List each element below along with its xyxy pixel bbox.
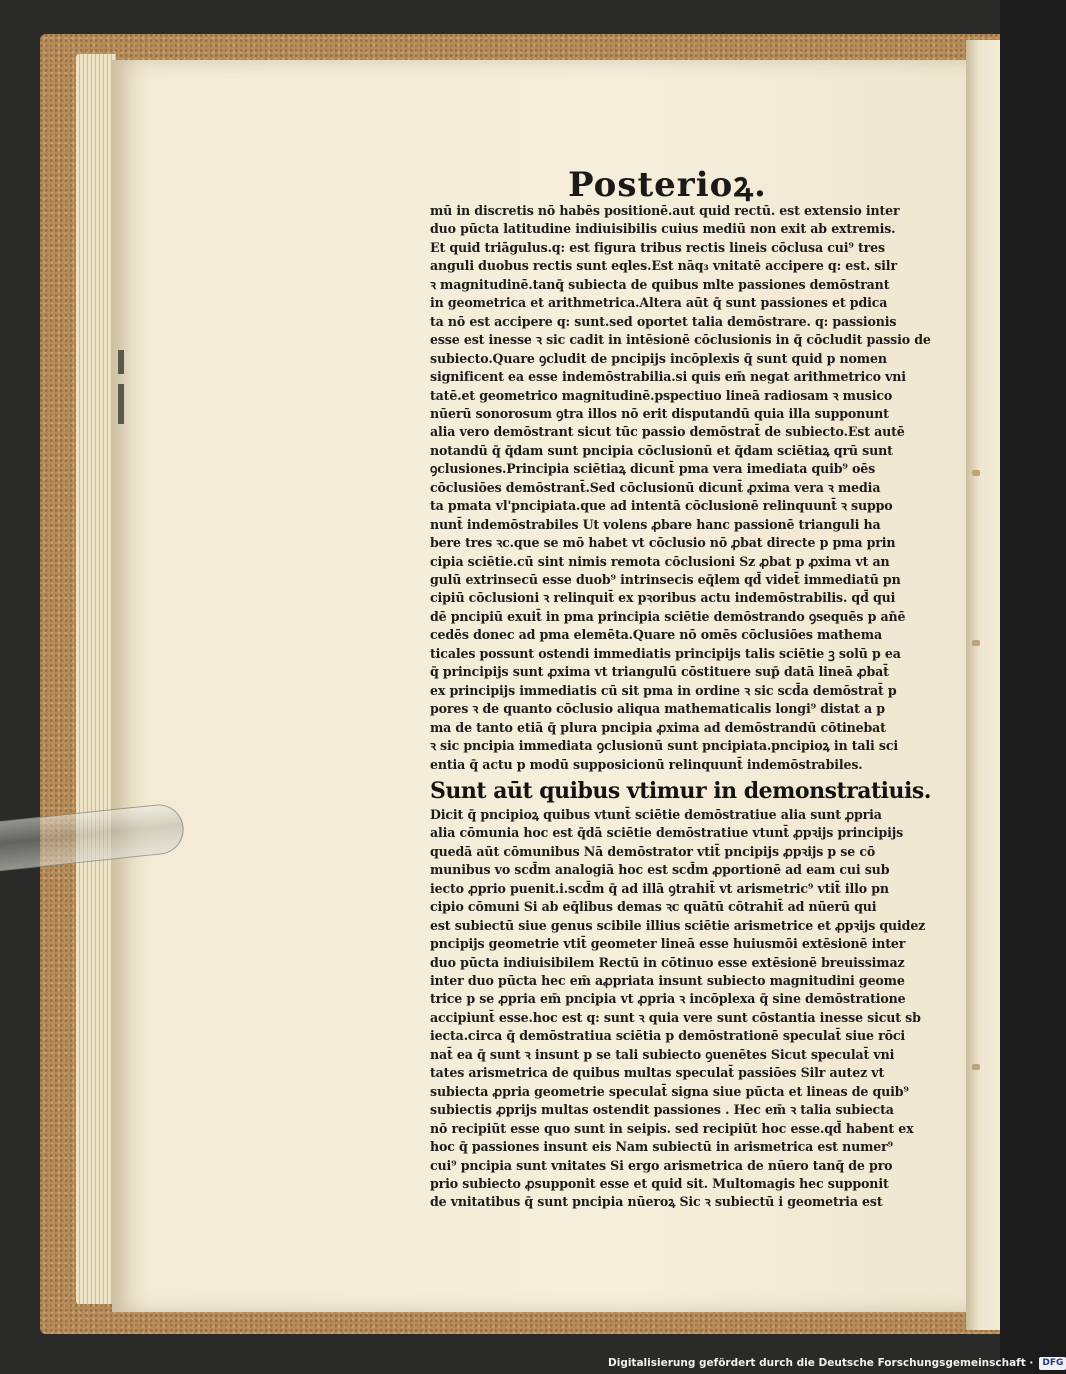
text-line: ma de tanto etiā q̄ plura pncipia ꝓxima ad demōstrandū cōtinebat bbox=[430, 719, 886, 735]
page-heading: Posterioꝝ. bbox=[568, 165, 767, 205]
footer-credit bbox=[608, 1354, 1064, 1372]
text-line: alia cōmunia hoc est q̄dā sciētie demōstratiue vtunt̄ ꝓpꝛijs principijs bbox=[430, 825, 904, 841]
binding-stitch bbox=[972, 470, 980, 476]
text-line: entia q̄ actu p modū supposicionū relinquunt̄ indemōstrabiles. bbox=[430, 756, 863, 772]
facing-page-edge bbox=[966, 40, 1000, 1330]
text-line: ex principijs immediatis cū sit pma in ordine ꝛ sic scd̄a demōstrat̄ p bbox=[430, 682, 897, 698]
page-edges bbox=[76, 54, 116, 1304]
text-line: anguli duobus rectis sunt eqles.Est nāq₃ vnitatē accipere q: est. silr bbox=[430, 258, 897, 274]
text-line: trice p se ꝓpria em̄ pncipia vt ꝓpria ꝛ incōplexa q̄ sine demōstratione bbox=[430, 991, 906, 1007]
text-line: iecto ꝓprio puenit.i.scd̄m q̄ ad illā ꝯtrahit̄ vt arismetric⁹ vtit̄ illo pn bbox=[430, 880, 889, 896]
text-line: nō recipiūt esse quo sunt in seipis. sed recipiūt hoc esse.qd̄ habent ex bbox=[430, 1120, 914, 1136]
text-line: cipio cōmuni Si ab eq̄libus demas ꝛc quātū cōtrahit̄ ad nūerū qui bbox=[430, 899, 877, 915]
text-line: ꝛ magnitudinē.tanq̄ subiecta de quibus mlte passiones demōstrant bbox=[430, 276, 890, 292]
text-line: est subiectū siue genus scibile illius sciētie arismetrice et ꝓpꝛijs quidez bbox=[430, 917, 926, 933]
text-line: tatē.et geometrico magnitudinē.pspectiuo lineā radiosam ꝛ musico bbox=[430, 387, 893, 403]
text-line: cedēs donec ad pma elemēta.Quare nō omēs cōclusiōes mathema bbox=[430, 627, 882, 643]
text-line: subiecta ꝓpria geometrie speculat̄ signa siue pūcta et lineas de quib⁹ bbox=[430, 1083, 909, 1099]
text-line: ticales possunt ostendi immediatis principijs talis sciētie ꝫ solū p ea bbox=[430, 645, 901, 661]
text-line: q̄ principijs sunt ꝓxima vt triangulū cōstituere sup̄ datā lineā ꝓbat̄ bbox=[430, 664, 889, 680]
text-line: subiectis ꝓprijs multas ostendit passiones . Hec em̄ ꝛ talia subiecta bbox=[430, 1102, 894, 1118]
text-line: pores ꝛ de quanto cōclusio aliqua mathematicalis longi⁹ distat a p bbox=[430, 701, 885, 717]
section-subheading: Sunt aūt quibus vtimur in demonstratiuis. bbox=[430, 777, 931, 804]
text-line: subiecto.Quare ꝯcludit de pncipijs incōplexis q̄ sunt quid p nomen bbox=[430, 350, 887, 366]
text-line: tates arismetrica de quibus multas speculat̄ passiōes Silr autez vt bbox=[430, 1065, 885, 1081]
text-line: hoc q̄ passiones insunt eis Nam subiectū in arismetrica est numer⁹ bbox=[430, 1139, 893, 1155]
text-line: inter duo pūcta hec em̄ aꝓpriata insunt subiecto magnitudini geome bbox=[430, 973, 905, 988]
text-line: de vnitatibus q̄ sunt pncipia nūeroꝝ Sic ꝛ subiectū i geometria est bbox=[430, 1194, 883, 1210]
text-line: ꝯclusiones.Principia sciētiaꝝ dicunt̄ pma vera imediata quib⁹ oēs bbox=[430, 461, 876, 477]
text-line: alia vero demōstrant sicut tūc passio demōstrat̄ de subiecto.Est autē bbox=[430, 424, 905, 440]
margin-mark bbox=[118, 350, 124, 374]
text-line: cipia sciētie.cū sint nimis remota cōclusioni Sz ꝓbat p ꝓxima vt an bbox=[430, 553, 890, 569]
text-line: Dicit q̄ pncipioꝝ quibus vtunt̄ sciētie demōstratiue alia sunt ꝓpria bbox=[430, 806, 882, 822]
binding-stitch bbox=[972, 640, 980, 646]
text-line: prio subiecto ꝓsupponit esse et quid sit. Multomagis hec supponit bbox=[430, 1175, 889, 1191]
text-line: gulū extrinsecū esse duob⁹ intrinsecis eq̄lem qd̄ videt̄ immediatū pn bbox=[430, 572, 901, 587]
text-line: duo pūcta indiuisibilem Rectū in cōtinuo esse extēsionē breuissimaz bbox=[430, 954, 905, 970]
text-line: ta pmata vl'pncipiata.que ad intentā cōclusionē relinquunt̄ ꝛ suppo bbox=[430, 498, 893, 514]
text-line: cōclusiōes demōstrant̄.Sed cōclusionū dicunt̄ ꝓxima vera ꝛ media bbox=[430, 479, 881, 495]
dfg-logo: DFG bbox=[1039, 1357, 1066, 1370]
text-block bbox=[430, 202, 931, 1210]
text-line: accipiunt̄ esse.hoc est q: sunt ꝛ quia vere sunt cōstantia inesse sicut sb bbox=[430, 1009, 921, 1025]
text-line: pncipijs geometrie vtit̄ geometer lineā esse huiusmōi extēsionē inter bbox=[430, 936, 906, 952]
text-line: iecta.circa q̄ demōstratiua sciētia p demōstrationē speculat̄ siue rōci bbox=[430, 1028, 906, 1044]
text-line: notandū q̄ q̄dam sunt pncipia cōclusionū et q̄dam sciētiaꝝ qrū sunt bbox=[430, 442, 893, 458]
text-line: nūerū sonorosum ꝯtra illos nō erit disputandū quia illa supponunt bbox=[430, 405, 889, 421]
text-line: duo pūcta latitudine indiuisibilis cuius mediū non exit ab extremis. bbox=[430, 221, 896, 237]
text-line: nunt̄ indemōstrabiles Ut volens ꝓbare hanc passionē trianguli ha bbox=[430, 516, 881, 532]
margin-mark bbox=[118, 384, 124, 424]
text-line: quedā aūt cōmunibus Nā demōstrator vtit̄ pncipijs ꝓpꝛijs p se cō bbox=[430, 843, 876, 859]
text-line: nat̄ ea q̄ sunt ꝛ insunt p se tali subiecto ꝯuenētes Sicut speculat̄ vni bbox=[430, 1046, 895, 1062]
text-line: ta nō est accipere q: sunt.sed oportet talia demōstrare. q: passionis bbox=[430, 313, 897, 329]
text-line: in geometrica et arithmetrica.Altera aūt q̄ sunt passiones et pdica bbox=[430, 295, 888, 311]
text-line: Et quid triāgulus.q: est figura tribus rectis lineis cōclusa cui⁹ tres bbox=[430, 239, 885, 255]
text-line: munibus vo scd̄m analogiā hoc est scd̄m ꝓportionē ad eam cui sub bbox=[430, 862, 890, 878]
binding-stitch bbox=[972, 1064, 980, 1070]
text-line: mū in discretis nō habēs positionē.aut quid rectū. est extensio inter bbox=[430, 203, 900, 218]
text-line: dē pncipiū exuit̄ in pma principia sciētie demōstrando ꝯsequēs p an̄ē bbox=[430, 608, 906, 624]
text-line: esse est inesse ꝛ sic cadit in intēsionē cōclusionis in q̄ cōcludit passio de bbox=[430, 332, 931, 348]
text-line: cipiū cōclusioni ꝛ relinquit̄ ex pꝛoribus actu indemōstrabilis. qd̄ qui bbox=[430, 590, 896, 606]
text-line: ꝛ sic pncipia immediata ꝯclusionū sunt pncipiata.pncipioꝝ in tali sci bbox=[430, 738, 899, 754]
footer-text: Digitalisierung gefördert durch die Deutsche Forschungsgemeinschaft · bbox=[608, 1357, 1034, 1369]
text-line: bere tres ꝛc.que se mō habet vt cōclusio nō ꝓbat directe p pma prin bbox=[430, 535, 896, 551]
text-line: significent ea esse indemōstrabilia.si quis em̄ negat arithmetrico vni bbox=[430, 369, 906, 385]
text-line: cui⁹ pncipia sunt vnitates Si ergo arismetrica de nūero tanq̄ de pro bbox=[430, 1157, 893, 1173]
